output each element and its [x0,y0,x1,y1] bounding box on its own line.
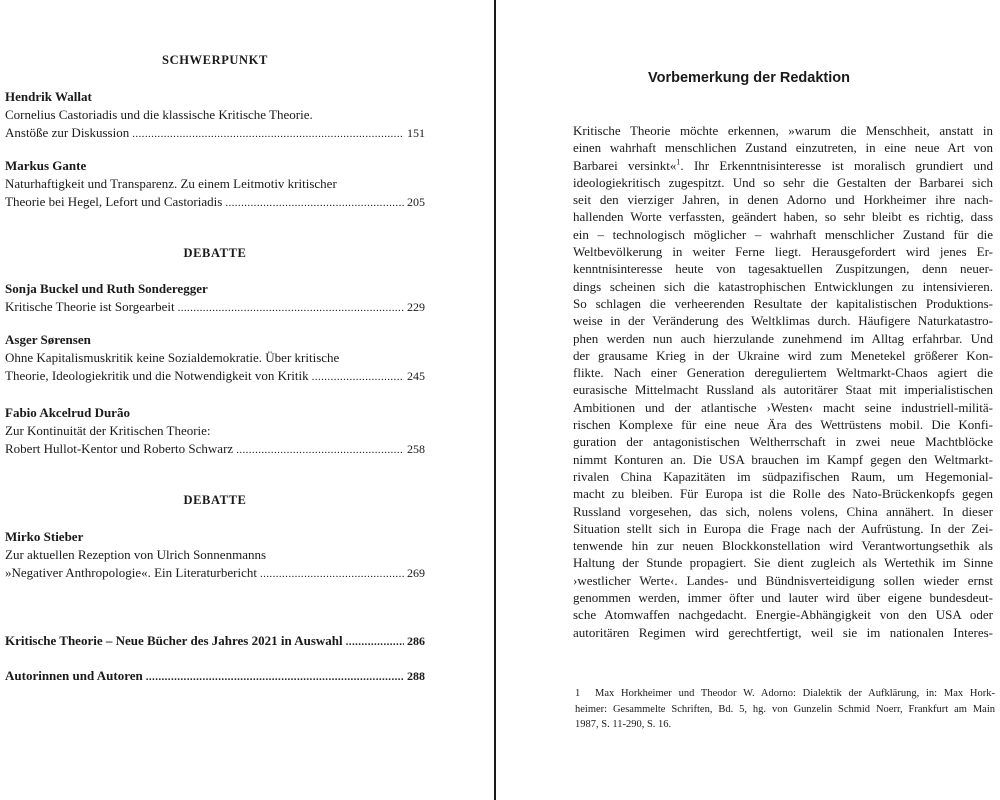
body-line: So schlagen die verheerenden Resultate der kapitalistischen Produktions- [573,295,993,311]
toc-section-heading-debatte: DEBATTE [183,246,247,260]
body-line-end: . Ihr Erkenntnisinteresse ist moralisch grundiert und [680,157,993,173]
toc-entry-wallat[interactable] [5,88,425,143]
left-page-toc [0,0,494,800]
toc-leader-dots [236,441,404,459]
body-line: nimmt Konturen an. Die USA brauchen im Kampf gegen den Weltmarkt- [573,451,993,467]
toc-entry-title: Zur aktuellen Rezeption von Ulrich Sonnenmanns [5,547,267,562]
toc-leader-dots [225,194,404,212]
body-line: autoritären Regimen wird gerechtfertigt, weil sie im nationalen Interes- [573,624,993,640]
article-body [573,122,993,641]
body-line: hallenden Worte verfassten, geändert haben, so sehr bleibt es richtig, dass [573,209,993,225]
toc-entry-author: Fabio Akcelrud Durão [5,405,130,420]
body-line: tenwende hin zur neuen Blockkonstellation wird Verantwortungsethik als [573,538,993,554]
footnote-line: 1987, S. 11-290, S. 16. [575,719,672,730]
toc-leader-dots [346,633,404,651]
toc-entry-sorensen[interactable] [5,331,425,386]
toc-entry-title: Zur Kontinuität der Kritischen Theorie: [5,423,211,438]
body-line: ›westlicher Werte‹. Landes- und Bündnisverteidigung sollen wieder ernst [573,572,993,588]
toc-page-number: 151 [407,126,425,140]
toc-entry-last-line [5,367,425,386]
toc-entry-title-end: Kritische Theorie – Neue Bücher des Jahres 2021 in Auswahl [5,633,343,648]
toc-leader-dots [146,668,404,686]
toc-entry-last-line [5,124,425,143]
toc-entry-title-end: Anstöße zur Diskussion [5,125,130,140]
body-line: der grausame Krieg in der Ukraine wird zum Menetekel größerer Kon- [573,347,993,363]
toc-page-number: 288 [407,669,425,683]
body-line: genommen werden, immer öfter und lauter wird über eigene bundesdeut- [573,590,993,606]
footnote-number: 1 [575,688,581,699]
body-line: dings scheinen sich die katastrophischen Entwicklungen zu intensivieren. [573,278,993,294]
footnote-line: heimer: Gesammelte Schriften, Bd. 5, hg. von Gunzelin Schmid Noerr, Frankfurt am Main [575,703,995,715]
toc-page-number: 229 [407,300,425,314]
body-line: rischen Komplexe für eine neue Ära des Wettrüstens mobil. Die Konfi- [573,417,993,433]
body-line-start: Barbarei versinkt« [573,157,677,173]
body-line: phen werden nun auch hierzulande zunehmend im Alltag erfahrbar. Und [573,330,993,346]
toc-entry-last-line [5,298,425,317]
article-title: Vorbemerkung der Redaktion [648,70,850,86]
toc-leader-dots [178,299,404,317]
body-line: flikte. Nach einer Generation dereguliertem Weltmarkt-Chaos agiert die [573,365,993,381]
footnote-text: Max Horkheimer und Theodor W. Adorno: Dialektik der Aufklärung, in: Max Hork- [595,688,995,699]
toc-entry-autorinnen[interactable] [5,667,425,686]
page-gutter-divider [494,0,496,800]
toc-section-heading-debatte-2: DEBATTE [183,493,247,507]
body-line: Ambitionen und der atlantische ›Westen‹ macht seine industriell-militä- [573,399,993,415]
body-line: einen wahrhaft menschlichen Zustand einzutreten, in eine neue Art von [573,140,993,156]
toc-entry-last-line [5,193,425,212]
toc-entry-last-line [5,564,425,583]
toc-page-number: 245 [407,369,425,383]
toc-entry-last-line [5,667,425,686]
body-line: Russland vorgesehen, das sich, nolens volens, China annähert. In dieser [573,503,993,519]
body-line: weise in der Veränderung des Weltklimas durch. Häufigere Naturkatastro- [573,313,993,329]
body-line: Haltung der Stunde propagiert. Sie dient zugleich als Wertethik im Sinne [573,555,993,571]
body-line: eurasische Mittelmacht Russland als autoritärer Staat mit imperialistischen [573,382,993,398]
body-line: Situation stellt sich in Europa die Frage nach der Aufrüstung. In der Zei- [573,520,993,536]
toc-entry-neue-buecher[interactable] [5,632,425,651]
toc-leader-dots [132,125,404,143]
toc-entry-author: Markus Gante [5,158,87,173]
body-line: Kritische Theorie möchte erkennen, »warum die Menschheit, anstatt in [573,123,993,138]
toc-entry-author: Sonja Buckel und Ruth Sonderegger [5,281,208,296]
toc-entry-title: Naturhaftigkeit und Transparenz. Zu einem Leitmotiv kritischer [5,176,337,191]
toc-entry-author: Mirko Stieber [5,529,84,544]
body-line: sche Atomwaffen nachgedacht. Energie-Abhängigkeit von den USA oder [573,607,993,623]
toc-entry-durao[interactable] [5,404,425,459]
footnote-reference[interactable]: 1 [676,157,681,167]
right-page-article [498,0,1000,800]
body-line: Weltbevölkerung in weiter Ferne liegt. Herausgefordert wird jenes Er- [573,244,993,260]
toc-entry-title-end: Theorie bei Hegel, Lefort und Castoriadis [5,194,223,209]
toc-section-heading-schwerpunkt: SCHWERPUNKT [162,53,268,67]
toc-page-number: 258 [407,442,425,456]
toc-entry-stieber[interactable] [5,528,425,583]
toc-page-number: 269 [407,566,425,580]
toc-entry-author: Asger Sørensen [5,332,91,347]
toc-page-number: 205 [407,195,425,209]
toc-entry-title: Ohne Kapitalismuskritik keine Sozialdemokratie. Über kritische [5,350,340,365]
body-line: ein – technologisch möglicher – wahrhaft menschlicher Zustand für die [573,226,993,242]
toc-entry-author: Hendrik Wallat [5,89,92,104]
toc-entry-title-end: Robert Hullot-Kentor und Roberto Schwarz [5,441,234,456]
body-line: kenntnisinteresse heute von tagesaktuellen Zuspitzungen, denn neuer- [573,261,993,277]
toc-entry-last-line [5,440,425,459]
footnote-line [575,686,995,702]
body-line: seit den vierziger Jahren, in denen Adorno und Horkheimer ihre nach- [573,192,993,208]
body-line: guration der antagonistischen Weltherrschaft in zwei neue Machtblöcke [573,434,993,450]
toc-entry-title-end: Autorinnen und Autoren [5,668,143,683]
body-line [573,157,993,174]
toc-entry-gante[interactable] [5,157,425,212]
body-line: rivalen China Kapazitäten im südpazifischen Raum, um Hegemonial- [573,468,993,484]
toc-entry-buckel-sonderegger[interactable] [5,280,425,317]
toc-leader-dots [312,368,404,386]
toc-entry-title-end: »Negativer Anthropologie«. Ein Literaturbericht [5,565,257,580]
footnote [575,686,995,733]
toc-leader-dots [260,565,404,583]
toc-page-number: 286 [407,634,425,648]
toc-entry-title-end: Kritische Theorie ist Sorgearbeit [5,299,175,314]
toc-entry-title: Cornelius Castoriadis und die klassische Kritische Theorie. [5,107,313,122]
body-line: ideologiekritisch zugespitzt. Und so sehr die Gestalten der Barbarei sich [573,174,993,190]
toc-entry-last-line [5,632,425,651]
toc-entry-title-end: Theorie, Ideologiekritik und die Notwendigkeit von Kritik [5,368,309,383]
body-line: macht zu bleiben. Für Europa ist die Rolle des Nato-Brückenkopfs gegen [573,486,993,502]
